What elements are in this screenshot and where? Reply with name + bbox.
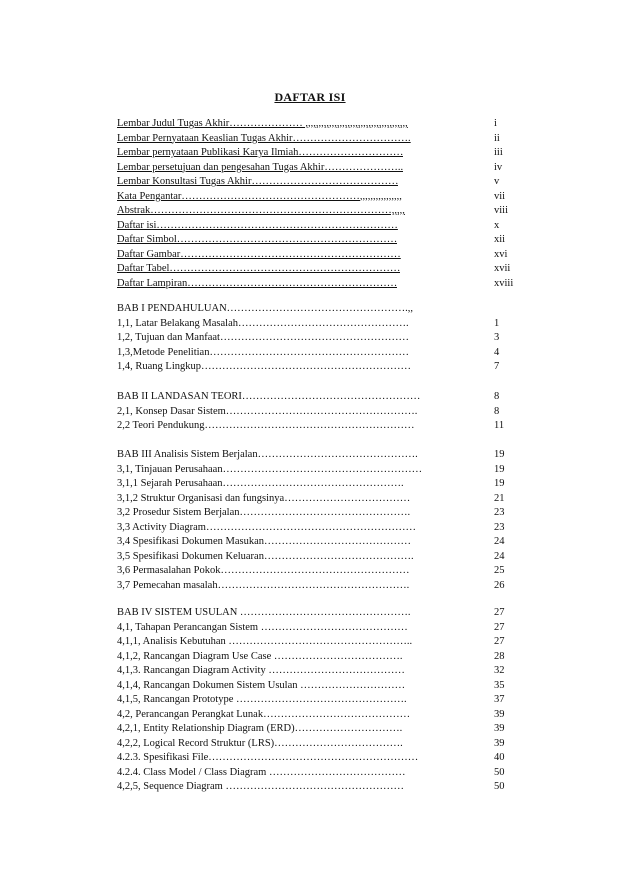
toc-entry-page-number: 21 (494, 492, 505, 504)
toc-entry-label: BAB III Analisis Sistem Berjalan………………………………………. (117, 449, 418, 460)
toc-entry-label: Daftar Gambar……………………………………………………… (117, 248, 401, 260)
toc-entry-page-number: 37 (494, 694, 505, 705)
toc-entry-page-number: vii (494, 190, 506, 202)
toc-entry-page-number: 23 (494, 507, 505, 518)
toc-entry-page-number: iv (494, 161, 503, 173)
toc-entry-label: 3,6 Permasalahan Pokok……………………………………………… (117, 565, 410, 576)
toc-entry-page-number: xvii (494, 263, 511, 274)
toc-entry (117, 708, 522, 723)
toc-entry (117, 606, 522, 621)
toc-entry-label: 4.2.4. Class Model / Class Diagram ………………………………… (117, 766, 406, 778)
toc-entry-label: 4,1,5, Rancangan Prototype …………………………………………. (117, 694, 407, 705)
toc-entry-page-number: 25 (494, 565, 505, 576)
toc-entry-label: 4.2.3. Spesifikasi File…………………………………………………… (117, 752, 419, 763)
toc-entry (117, 535, 522, 550)
toc-entry (117, 161, 522, 176)
toc-entry (117, 550, 522, 565)
toc-entry-page-number: xviii (494, 277, 514, 289)
toc-bab2 (117, 390, 522, 434)
toc-entry (117, 132, 522, 147)
toc-entry (117, 564, 522, 579)
toc-entry-page-number: 19 (494, 449, 505, 460)
toc-entry (117, 492, 522, 507)
toc-entry-label: 4,2, Perancangan Perangkat Lunak…………………………………… (117, 708, 411, 720)
toc-entry-page-number: 50 (494, 766, 505, 778)
toc-entry (117, 521, 522, 536)
toc-entry (117, 302, 522, 317)
toc-entry-label: 1,4, Ruang Lingkup…………………………………………………… (117, 361, 411, 372)
toc-entry-label: BAB II LANDASAN TEORI…………………………………………… (117, 391, 421, 402)
toc-entry (117, 360, 522, 375)
toc-entry (117, 650, 522, 665)
toc-entry-label: 4,2,1, Entity Relationship Diagram (ERD)…………………………. (117, 723, 403, 734)
toc-entry (117, 219, 522, 234)
toc-entry (117, 262, 522, 277)
toc-entry-label: Kata Pengantar……………………………………………,,,,,,,,,,,,,,,, (117, 190, 402, 202)
toc-entry-page-number: 27 (494, 607, 505, 618)
toc-entry (117, 317, 522, 332)
toc-entry (117, 390, 522, 405)
toc-entry (117, 448, 522, 463)
toc-entry-label: Daftar Tabel………………………………………………………… (117, 263, 401, 274)
toc-entry-page-number: 4 (494, 346, 500, 358)
toc-entry-label: Daftar Lampiran…………………………………………………… (117, 277, 398, 289)
toc-entry (117, 693, 522, 708)
page-title (0, 90, 620, 105)
toc-entry (117, 579, 522, 594)
toc-entry (117, 766, 522, 781)
toc-entry-page-number: xvi (494, 248, 508, 260)
toc-entry-page-number: 11 (494, 420, 505, 431)
toc-entry (117, 346, 522, 361)
toc-entry (117, 248, 522, 263)
toc-entry-label: Abstrak……………………………………………………………,,,,, (117, 205, 405, 216)
toc-entry (117, 751, 522, 766)
toc-entry-label: Lembar Judul Tugas Akhir………………… ,,,,,,,,,,,,,,,,,,,,,,,,,,,,,,,,,,,,,,, (117, 118, 408, 129)
toc-entry-label: Lembar pernyataan Publikasi Karya Ilmiah………………………… (117, 147, 404, 158)
toc-entry-label: 2,2 Teori Pendukung…………………………………………………… (117, 420, 415, 431)
toc-entry-label: 3,3 Activity Diagram…………………………………………………… (117, 521, 416, 533)
toc-entry (117, 463, 522, 478)
toc-entry-page-number: 40 (494, 752, 505, 763)
toc-bab3 (117, 448, 522, 593)
toc-entry-page-number: 35 (494, 679, 505, 691)
toc-entry-label: 4,1,3. Rancangan Diagram Activity ………………………………… (117, 665, 405, 676)
toc-entry (117, 233, 522, 248)
toc-entry-page-number: 8 (494, 391, 500, 402)
toc-entry-label: Lembar Pernyataan Keaslian Tugas Akhir……………………………. (117, 132, 411, 144)
toc-entry-label: 2,1, Konsep Dasar Sistem………………………………………………. (117, 405, 418, 417)
toc-entry-page-number: 28 (494, 650, 505, 662)
toc-entry-page-number: viii (494, 205, 509, 216)
toc-entry-label: BAB I PENDAHULUAN…………………………………………….,, (117, 303, 414, 314)
toc-entry-label: BAB IV SISTEM USULAN …………………………………………. (117, 607, 411, 618)
toc-entry-page-number: 23 (494, 521, 505, 533)
toc-entry-page-number: 24 (494, 550, 505, 562)
toc-entry-page-number: 7 (494, 361, 500, 372)
toc-entry (117, 664, 522, 679)
toc-entry-label: 3,1,1 Sejarah Perusahaan……………………………………………. (117, 478, 404, 489)
toc-bab4 (117, 606, 522, 795)
toc-entry-label: 3,1,2 Struktur Organisasi dan fungsinya……………………………… (117, 492, 411, 504)
toc-bab1 (117, 302, 522, 375)
toc-entry-page-number: 32 (494, 665, 505, 676)
toc-entry-page-number: 26 (494, 579, 505, 591)
toc-entry (117, 117, 522, 132)
toc-entry (117, 737, 522, 752)
toc-entry-page-number: 50 (494, 781, 505, 792)
toc-entry-label: 4,1, Tahapan Perancangan Sistem …………………………………… (117, 621, 408, 633)
toc-entry-page-number: x (494, 219, 500, 231)
toc-entry-label: Lembar persetujuan dan pengesahan Tugas Akhir………………….. (117, 161, 404, 173)
toc-entry-label: 3,5 Spesifikasi Dokumen Keluaran……………………………………. (117, 550, 414, 562)
toc-entry (117, 277, 522, 292)
toc-entry-page-number: 24 (494, 536, 505, 547)
toc-entry (117, 419, 522, 434)
toc-entry (117, 635, 522, 650)
toc-entry (117, 175, 522, 190)
toc-entry-page-number: 3 (494, 332, 500, 343)
toc-entry (117, 190, 522, 205)
toc-entry-label: 4,1,4, Rancangan Dokumen Sistem Usulan ………………………… (117, 679, 406, 691)
toc-entry (117, 405, 522, 420)
toc-entry-label: 3,1, Tinjauan Perusahaan………………………………………………… (117, 463, 423, 475)
toc-entry-page-number: iii (494, 147, 503, 158)
toc-entry-page-number: v (494, 176, 500, 187)
toc-entry-page-number: ii (494, 132, 500, 144)
toc-entry-page-number: xii (494, 234, 506, 245)
toc-entry (117, 780, 522, 795)
toc-entry-page-number: 27 (494, 636, 505, 647)
toc-entry-label: 4,2,2, Logical Record Struktur (LRS)………………………………. (117, 737, 403, 749)
toc-entry-label: 3,7 Pemecahan masalah………………………………………………. (117, 579, 410, 591)
toc-entry-page-number: 39 (494, 737, 505, 749)
toc-entry-label: 1,1, Latar Belakang Masalah…………………………………………. (117, 317, 409, 329)
toc-entry-label: Lembar Konsultasi Tugas Akhir…………………………………… (117, 176, 399, 187)
toc-entry-page-number: 27 (494, 621, 505, 633)
toc-entry-page-number: 19 (494, 463, 505, 475)
toc-entry-label: Daftar isi…………………………………………………………… (117, 219, 398, 231)
toc-front-matter (117, 117, 522, 291)
toc-entry (117, 146, 522, 161)
toc-entry-label: 3,2 Prosedur Sistem Berjalan…………………………………………. (117, 507, 411, 518)
toc-entry-page-number: 19 (494, 478, 505, 489)
toc-entry-page-number: 39 (494, 723, 505, 734)
toc-entry (117, 331, 522, 346)
toc-entry (117, 204, 522, 219)
toc-entry-page-number: 39 (494, 708, 505, 720)
toc-entry-label: 3,4 Spesifikasi Dokumen Masukan…………………………………… (117, 536, 411, 547)
toc-entry-label: 1,3,Metode Penelitian………………………………………………… (117, 346, 409, 358)
toc-entry (117, 477, 522, 492)
toc-entry-page-number: i (494, 118, 497, 129)
toc-entry (117, 621, 522, 636)
title-text: DAFTAR ISI (274, 90, 346, 104)
toc-entry-label: Daftar Simbol……………………………………………………… (117, 234, 398, 245)
toc-entry (117, 679, 522, 694)
toc-entry-page-number: 1 (494, 317, 500, 329)
toc-entry-label: 4,2,5, Sequence Diagram …………………………………………… (117, 781, 404, 792)
toc-entry-label: 4,1,1, Analisis Kebutuhan …………………………………………….. (117, 636, 413, 647)
toc-entry-page-number: 8 (494, 405, 500, 417)
toc-entry (117, 722, 522, 737)
toc-entry (117, 506, 522, 521)
toc-entry-label: 4,1,2, Rancangan Diagram Use Case ………………………………. (117, 650, 403, 662)
toc-entry-label: 1,2, Tujuan dan Manfaat……………………………………………… (117, 332, 409, 343)
